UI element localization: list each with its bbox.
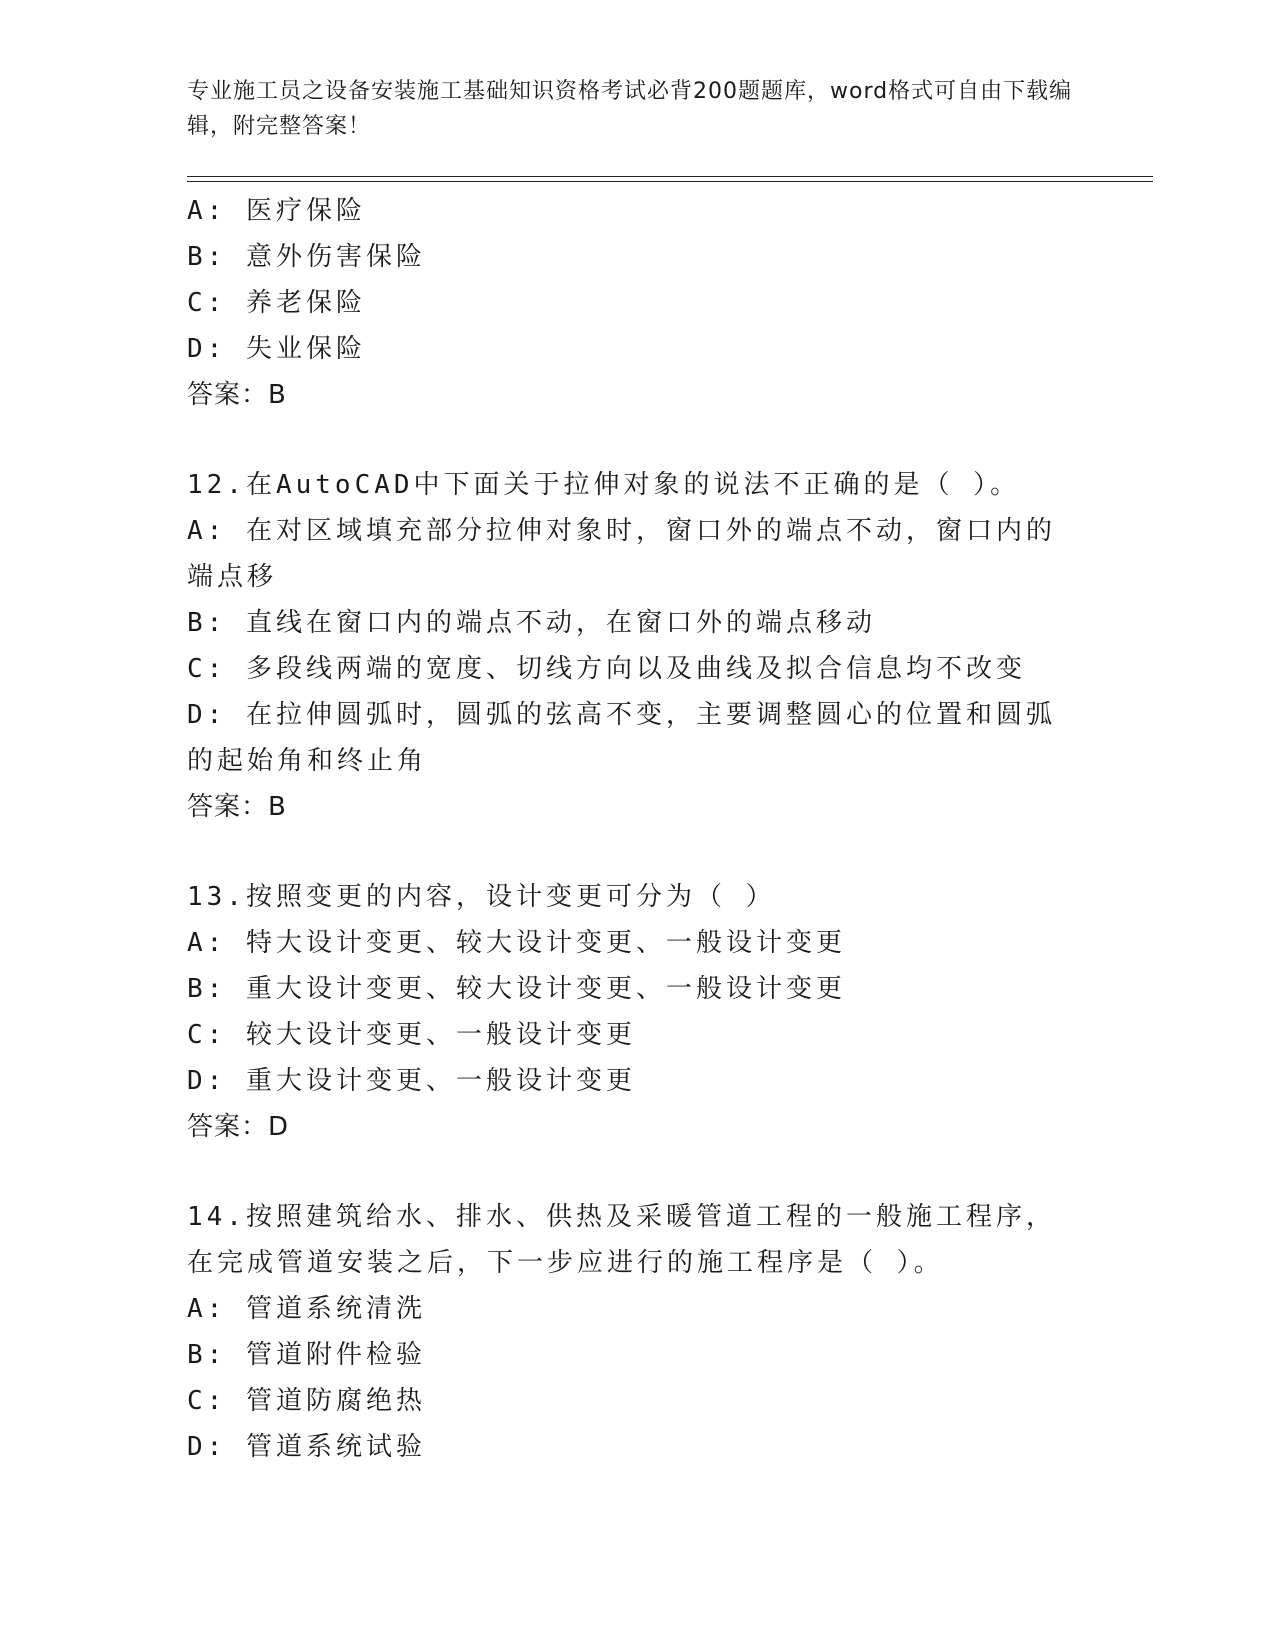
question-list: [187, 188, 1087, 1470]
question-13: [187, 874, 1087, 1150]
question-stem: 14.按照建筑给水、排水、供热及采暖管道工程的一般施工程序，在完成管道安装之后，下一步应进行的施工程序是（ ）。: [187, 1202, 1056, 1278]
option-b: B: 重大设计变更、较大设计变更、一般设计变更: [187, 974, 846, 1004]
option-a: A: 特大设计变更、较大设计变更、一般设计变更: [187, 928, 846, 958]
question-stem: 13.按照变更的内容，设计变更可分为（ ）: [187, 882, 776, 912]
option-c: C: 管道防腐绝热: [187, 1386, 426, 1416]
option-d: D: 在拉伸圆弧时，圆弧的弦高不变，主要调整圆心的位置和圆弧的起始角和终止角: [187, 700, 1056, 776]
question-stem: 12.在AutoCAD中下面关于拉伸对象的说法不正确的是（ ）。: [187, 470, 1021, 500]
answer: 答案：D: [187, 1112, 290, 1142]
option-b: B: 管道附件检验: [187, 1340, 426, 1370]
option-b: B: 意外伤害保险: [187, 242, 426, 272]
option-c: C: 较大设计变更、一般设计变更: [187, 1020, 636, 1050]
question-14: [187, 1194, 1087, 1470]
option-a: A: 在对区域填充部分拉伸对象时，窗口外的端点不动，窗口内的端点移: [187, 516, 1056, 592]
option-d: D: 失业保险: [187, 334, 366, 364]
option-a: A: 医疗保险: [187, 196, 366, 226]
option-a: A: 管道系统清洗: [187, 1294, 426, 1324]
option-d: D: 管道系统试验: [187, 1432, 426, 1462]
document-header: 专业施工员之设备安装施工基础知识资格考试必背200题题库，word格式可自由下载编辑，附完整答案！: [187, 79, 1073, 139]
option-c: C: 养老保险: [187, 288, 366, 318]
option-d: D: 重大设计变更、一般设计变更: [187, 1066, 636, 1096]
question-11: [187, 188, 1087, 418]
answer: 答案：B: [187, 380, 287, 410]
header-divider-bottom: [187, 181, 1153, 182]
question-12: [187, 462, 1087, 830]
option-c: C: 多段线两端的宽度、切线方向以及曲线及拟合信息均不改变: [187, 654, 1026, 684]
header-divider-top: [187, 176, 1153, 177]
option-b: B: 直线在窗口内的端点不动，在窗口外的端点移动: [187, 608, 876, 638]
answer: 答案：B: [187, 792, 287, 822]
